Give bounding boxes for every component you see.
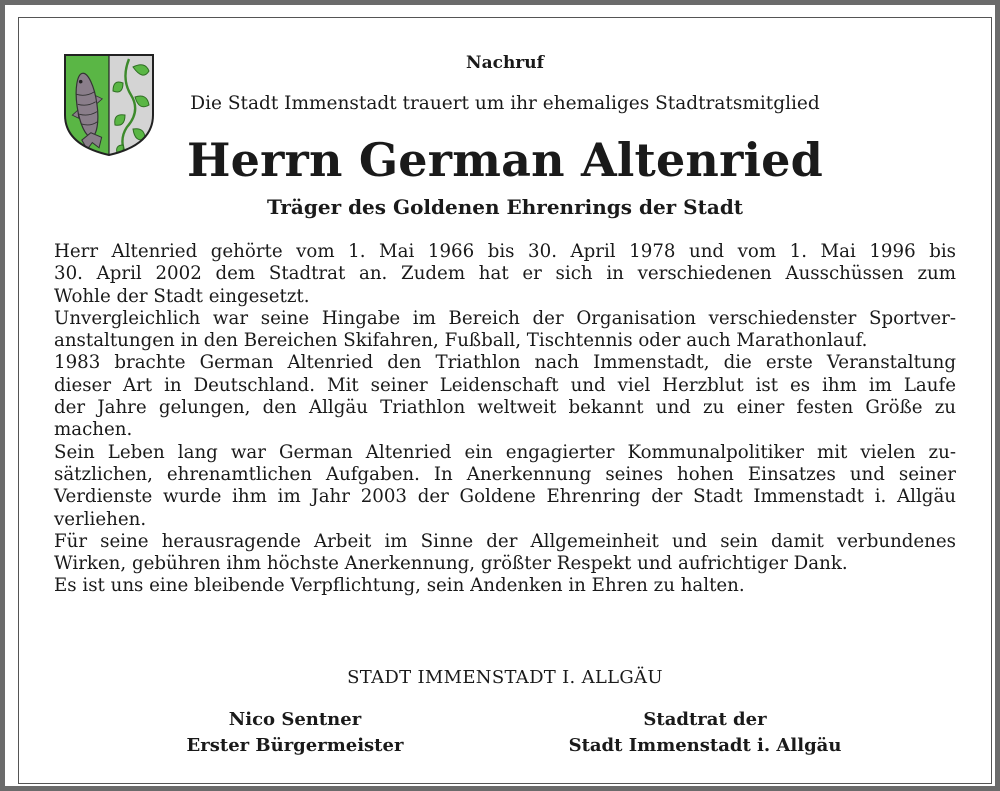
body-line: Verdienste wurde ihm im Jahr 2003 der Goldene Ehrenring der Stadt Immenstadt i. Allgäu [54,486,956,508]
notice-subline: Die Stadt Immenstadt trauert um ihr ehemaliges Stadtratsmitglied [190,93,820,114]
deceased-name: Herrn German Altenried [186,133,824,187]
organization-name: STADT IMMENSTADT I. ALLGÄU [347,667,663,688]
signatory-mayor [145,707,445,759]
body-line: Es ist uns eine bleibende Verpflichtung, sein Andenken in Ehren zu halten. [54,575,745,597]
body-line: Wohle der Stadt eingesetzt. [54,285,310,307]
signatory-council [555,707,855,759]
body-line: 30. April 2002 dem Stadtrat an. Zudem hat er sich in verschiedenen Ausschüssen zum [54,263,956,285]
notice-body [54,241,956,598]
signatory-council-line1: Stadtrat der [643,709,767,730]
signatory-council-line2: Stadt Immenstadt i. Allgäu [568,735,842,756]
body-line: anstaltungen in den Bereichen Skifahren, Fußball, Tischtennis oder auch Marathonlauf. [54,330,868,352]
body-line: Herr Altenried gehörte vom 1. Mai 1966 bis 30. April 1978 und vom 1. Mai 1996 bis [54,241,956,262]
body-line: der Jahre gelungen, den Allgäu Triathlon weltweit bekannt und zu einer festen Größe zu [54,397,956,419]
body-line: Wirken, gebühren ihm höchste Anerkennung, größter Respekt und aufrichtiger Dank. [54,553,848,575]
body-line: Sein Leben lang war German Altenried ein engagierter Kommunalpolitiker mit vielen zu- [54,441,956,463]
body-line: Unvergleichlich war seine Hingabe im Bereich der Organisation verschiedenster Sportver- [54,307,956,329]
body-line: verliehen. [54,508,147,530]
body-line: Für seine herausragende Arbeit im Sinne der Allgemeinheit und sein damit verbundenes [54,530,956,552]
body-line: dieser Art in Deutschland. Mit seiner Leidenschaft und viel Herzblut ist es ihm im Laufe [54,374,956,396]
body-line: machen. [54,419,133,441]
signatory-mayor-title: Erster Bürgermeister [186,735,404,756]
body-line: 1983 brachte German Altenried den Triathlon nach Immenstadt, die erste Veranstaltung [54,352,956,374]
signatory-mayor-name: Nico Sentner [228,709,362,730]
body-line: sätzlichen, ehrenamtlichen Aufgaben. In Anerkennung seines hohen Einsatzes und seiner [54,463,956,485]
notice-heading: Nachruf [466,53,544,73]
honor-line: Träger des Goldenen Ehrenrings der Stadt [266,195,744,219]
